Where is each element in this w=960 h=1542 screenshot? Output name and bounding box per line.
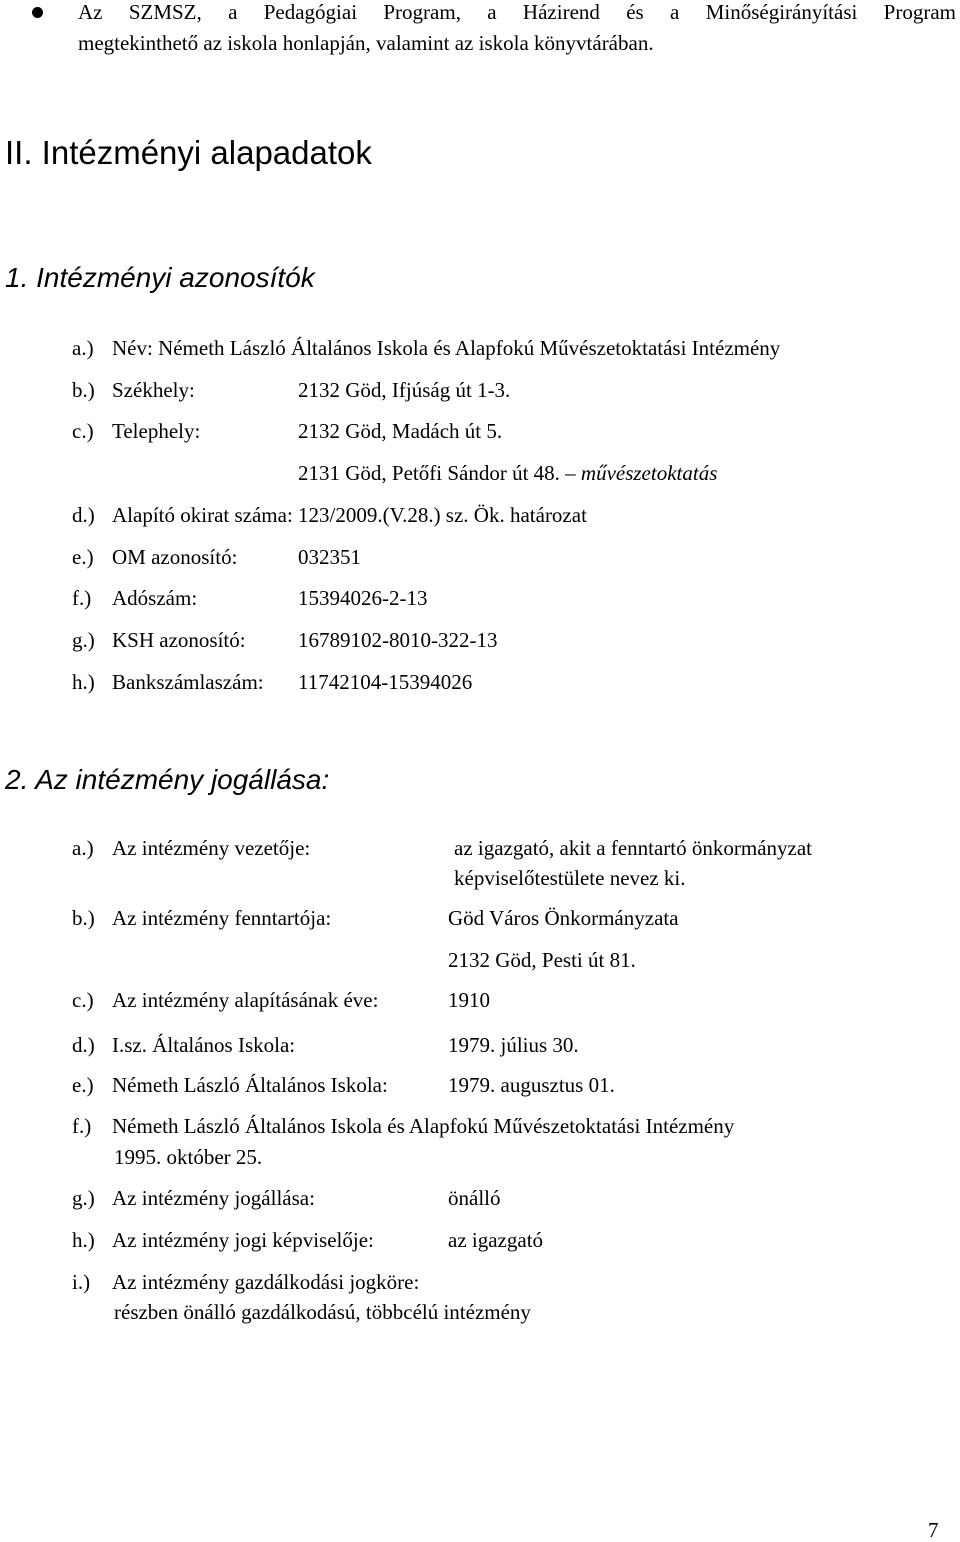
id-row-a: a.) Név: Németh László Általános Iskola és Alapfokú Művészetoktatási Intézmény [72,336,781,360]
legal-row-h: h.) Az intézmény jogi képviselője: [72,1228,374,1252]
legal-row-c: c.) Az intézmény alapításának éve: [72,988,379,1012]
legal-row-f: f.) Németh László Általános Iskola és Alapfokú Művészetoktatási Intézmény [72,1114,735,1138]
legal-row-a-value-1: az igazgató, akit a fenntartó önkormányzat [454,836,813,860]
legal-row-b-value-2: 2132 Göd, Pesti út 81. [448,948,636,972]
section-title: II. Intézményi alapadatok [5,134,372,171]
id-row-c: c.) Telephely: [72,419,201,443]
id-row-e-value: 032351 [298,545,361,569]
legal-row-g-value: önálló [448,1186,501,1210]
id-row-c-value: 2132 Göd, Madách út 5. [298,419,503,443]
id-row-f: f.) Adószám: [72,586,198,610]
legal-row-a: a.) Az intézmény vezetője: [72,836,311,860]
legal-row-d: d.) I.sz. Általános Iskola: [72,1033,296,1057]
legal-row-h-value: az igazgató [448,1228,544,1252]
legal-row-g: g.) Az intézmény jogállása: [72,1186,315,1210]
subsection-1-title: 1. Intézményi azonosítók [5,262,315,293]
legal-row-i-value: részben önálló gazdálkodású, többcélú intézmény [114,1300,531,1324]
id-row-c2-value: 2131 Göd, Petőfi Sándor út 48. – művészetoktatás [298,461,718,485]
id-row-d: d.) Alapító okirat száma: 123/2009.(V.28.) sz. Ök. határozat [72,503,587,527]
legal-row-d-value: 1979. július 30. [448,1033,579,1057]
page-number: 7 [928,1518,939,1542]
id-row-g-value: 16789102-8010-322-13 [298,628,498,652]
intro-line-1: Az SZMSZ, a Pedagógiai Program, a Házirend és a Minőségirányítási Program [78,0,956,24]
id-row-h: h.) Bankszámlaszám: [72,670,264,694]
legal-row-c-value: 1910 [448,988,490,1012]
intro-bullet [32,7,43,18]
id-row-e: e.) OM azonosító: [72,545,238,569]
legal-row-e: e.) Németh László Általános Iskola: [72,1073,388,1097]
id-row-f-value: 15394026-2-13 [298,586,428,610]
intro-line-2: megtekinthető az iskola honlapján, valamint az iskola könyvtárában. [78,31,654,55]
id-row-b: b.) Székhely: [72,378,195,402]
legal-row-b: b.) Az intézmény fenntartója: [72,906,332,930]
id-row-h-value: 11742104-15394026 [298,670,473,694]
id-row-g: g.) KSH azonosító: [72,628,246,652]
legal-row-b-value-1: Göd Város Önkormányzata [448,906,679,930]
id-row-b-value: 2132 Göd, Ifjúság út 1-3. [298,378,511,402]
legal-row-e-value: 1979. augusztus 01. [448,1073,615,1097]
legal-row-i: i.) Az intézmény gazdálkodási jogköre: [72,1270,420,1294]
legal-row-f-value: 1995. október 25. [114,1145,263,1169]
subsection-2-title: 2. Az intézmény jogállása: [5,764,330,795]
legal-row-a-value-2: képviselőtestülete nevez ki. [454,866,686,890]
